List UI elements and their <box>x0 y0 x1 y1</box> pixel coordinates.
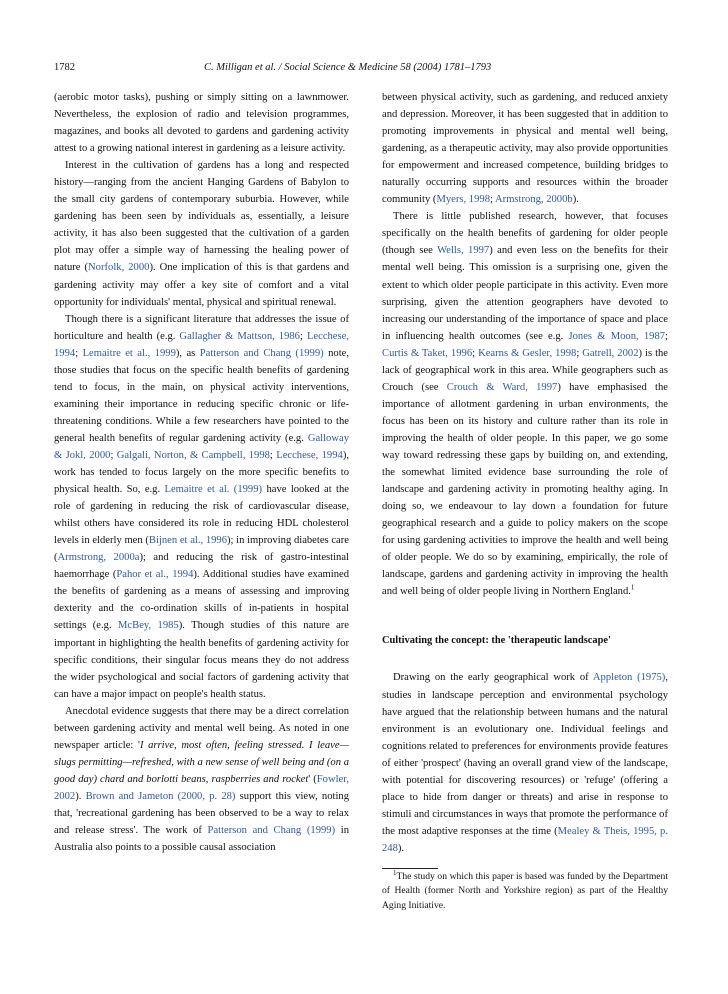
citation-link[interactable]: Pahor et al., 1994 <box>116 569 194 581</box>
left-paragraph-4: Anecdotal evidence suggests that there may be a direct correlation between gardening activity and mental well being. As noted in one newspaper article: 'I arrive, most often, feeling stressed. I leave—slugs permitting—refreshed, with a new sense of well being and (on a good day) chard and borlotti beans, raspberries and rocket' (Fowler, 2002). Brown and Jameton (2000, p. 28) support this view, noting that, 'recreational gardening has been observed to be a way to relax and release stress'. The work of Patterson and Chang (1999) in Australia also points to a possible causal association <box>54 705 349 854</box>
citation-link[interactable]: Norfolk, 2000 <box>88 262 150 274</box>
citation-link[interactable]: Armstrong, 2000b <box>495 194 573 206</box>
citation-link[interactable]: Galgali, Norton, & Campbell, 1998 <box>116 449 270 461</box>
citation-link[interactable]: Patterson and Chang (1999) <box>199 347 324 359</box>
citation-link[interactable]: McBey, 1985 <box>118 620 179 632</box>
citation-link[interactable]: Curtis & Taket, 1996 <box>382 347 473 359</box>
citation-link[interactable]: Mealey & Theis, 1995, p. 248 <box>382 825 669 854</box>
citation-link[interactable]: Appleton (1975) <box>592 672 666 684</box>
citation-link[interactable]: Lemaitre et al. (1999) <box>164 484 263 496</box>
citation-link[interactable]: Galloway & Jokl, 2000 <box>54 432 349 461</box>
citation-link[interactable]: Lecchese, 1994 <box>276 449 343 461</box>
footnote: $^1$The study on which this paper is based was funded by the Department of Health (former North and Yorkshire region) as part of the Healthy Aging Initiative. <box>382 868 668 911</box>
left-paragraph-3: Though there is a significant literature that addresses the issue of horticulture and health (e.g. Gallagher & Mattson, 1986; Lecchese, 1994; Lemaitre et al., 1999), as Patterson and Chang (1999) note, those studies that focus on the specific health benefits of gardening tend to focus, in the main, on physical activity interventions, examining their importance in reducing specific chronic or life-threatening conditions. While a few researchers have pointed to the general health benefits of regular gardening activity (e.g. Galloway & Jokl, 2000; Galgali, Norton, & Campbell, 1998; Lecchese, 1994), work has tended to focus largely on the more specific benefits to physical health. So, e.g. Lemaitre et al. (1999) have looked at the role of gardening in reducing the risk of cardiovascular disease, whilst others have considered its role in reducing HDL cholesterol levels in elderly men (Bijnen et al., 1996); in improving diabetes care (Armstrong, 2000a); and reducing the risk of gastro-intestinal haemorrhage (Pahor et al., 1994). Additional studies have examined the benefits of gardening as a means of assessing and improving dexterity and the co-ordination skills of in-patients in hospital settings (e.g. McBey, 1985). Though studies of this nature are important in highlighting the health benefits of gardening activity for specific conditions, their singular focus means they do not address the wider psychological and social factors of gardening activity that can have a major impact on people's health status. <box>54 313 350 700</box>
footnote-divider <box>382 868 438 869</box>
citation-link[interactable]: Crouch & Ward, 1997 <box>446 381 558 393</box>
footnote-marker[interactable]: 1 <box>630 583 635 592</box>
newspaper-quote: I arrive, most often, feeling stressed. I leave—slugs permitting—refreshed, with a new sense of well being and (on a good day) chard and borlotti beans, raspberries and rocket <box>54 739 349 785</box>
citation-link[interactable]: Patterson and Chang (1999) <box>207 825 336 837</box>
running-head: C. Milligan et al. / Social Science & Medicine 58 (2004) 1781–1793 <box>204 62 492 73</box>
citation-link[interactable]: Armstrong, 2000a <box>57 552 140 564</box>
footnote-number: 1 <box>393 868 397 877</box>
citation-link[interactable]: Gallagher & Mattson, 1986 <box>179 330 300 342</box>
left-column <box>54 89 349 856</box>
citation-link[interactable]: Jones & Moon, 1987 <box>568 330 666 342</box>
citation-link[interactable]: Myers, 1998 <box>436 194 490 206</box>
citation-link[interactable]: Gatrell, 2002 <box>582 347 639 359</box>
left-paragraph-1: (aerobic motor tasks), pushing or simply sitting on a lawnmower. Nevertheless, the explosion of radio and television programmes, magazines, and books all devoted to gardens and gardening activity attest to a growing national interest in gardening as a leisure activity. <box>54 92 349 155</box>
citation-link[interactable]: Lecchese, 1994 <box>54 330 349 359</box>
page-number: 1782 <box>54 62 75 73</box>
right-paragraph-2: There is little published research, however, that focuses specifically on the health benefits of gardening for older people (though see Wells, 1997) and even less on the benefits for their mental well being. This omission is a surprising one, given the extent to which older people participate in this activity. Even more surprising, given the attention geographers have devoted to increasing our understanding of the importance of space and place in influencing health outcomes (see e.g. Jones & Moon, 1987; Curtis & Taket, 1996; Kearns & Gesler, 1998; Gatrell, 2002) is the lack of geographical work in this area. While geographers such as Crouch (see Crouch & Ward, 1997) have emphasised the importance of allotment gardening in urban environments, the focus has been on its history and culture rather than its role in improving the health of older people. In this paper, we go some way toward redressing these gaps by building on, and extending, the somewhat limited evidence base surrounding the role of landscape and gardening activity in promoting healthy aging. In doing so, we endeavour to lay down a foundation for future geographical research and a guide to policy makers on the scope for using gardening activities to improve the health and well being of older people. We do so by examining, empirically, the role of landscape, gardens and gardening activity in improving the health and well being of older people living in Northern England.$^1$ <box>382 211 669 598</box>
citation-link[interactable]: Kearns & Gesler, 1998 <box>478 347 577 359</box>
page-header <box>54 62 673 78</box>
citation-link[interactable]: Bijnen et al., 1996 <box>148 535 228 547</box>
citation-link[interactable]: Brown and Jameton (2000, p. 28) <box>85 790 236 802</box>
citation-link[interactable]: Fowler, 2002 <box>54 773 349 802</box>
right-paragraph-3: Drawing on the early geographical work of Appleton (1975), studies in landscape perception and environmental psychology have argued that the relationship between humans and the natural environment is an evolutionary one. Individual feelings and cognitions related to preferences for environments provide features of either 'prospect' (having an overall grand view of the landscape, with potential for discovering resources) or 'refuge' (offering a place to hide from danger or threats) and arise in response to stimuli and circumstances in ways that promote the performance of the most adaptive responses at the time (Mealey & Theis, 1995, p. 248). <box>382 672 669 854</box>
citation-link[interactable]: Wells, 1997 <box>437 245 490 257</box>
right-column <box>382 89 668 913</box>
section-heading: Cultivating the concept: the 'therapeutic landscape' <box>382 635 611 647</box>
right-paragraph-1: between physical activity, such as gardening, and reduced anxiety and depression. Moreover, it has been suggested that in addition to promoting improvements in physical and mental well being, gardening, as a therapeutic activity, may also provide opportunities for empowerment and increased competence, building bridges to naturally occurring supports and resources within the broader community (Myers, 1998; Armstrong, 2000b). <box>382 92 668 206</box>
citation-link[interactable]: Lemaitre et al., 1999 <box>82 347 176 359</box>
left-paragraph-2: Interest in the cultivation of gardens has a long and respected history—ranging from the ancient Hanging Gardens of Babylon to the small city gardens of contemporary suburbia. However, while gardening has been seen by individuals as, essentially, a leisure activity, it has also been suggested that the cultivation of a garden plot may offer a simple way of harnessing the healing power of nature (Norfolk, 2000). One implication of this is that gardens and gardening activity may offer a key site of comfort and a vital opportunity for individuals' mental, physical and spiritual renewal. <box>54 160 349 308</box>
